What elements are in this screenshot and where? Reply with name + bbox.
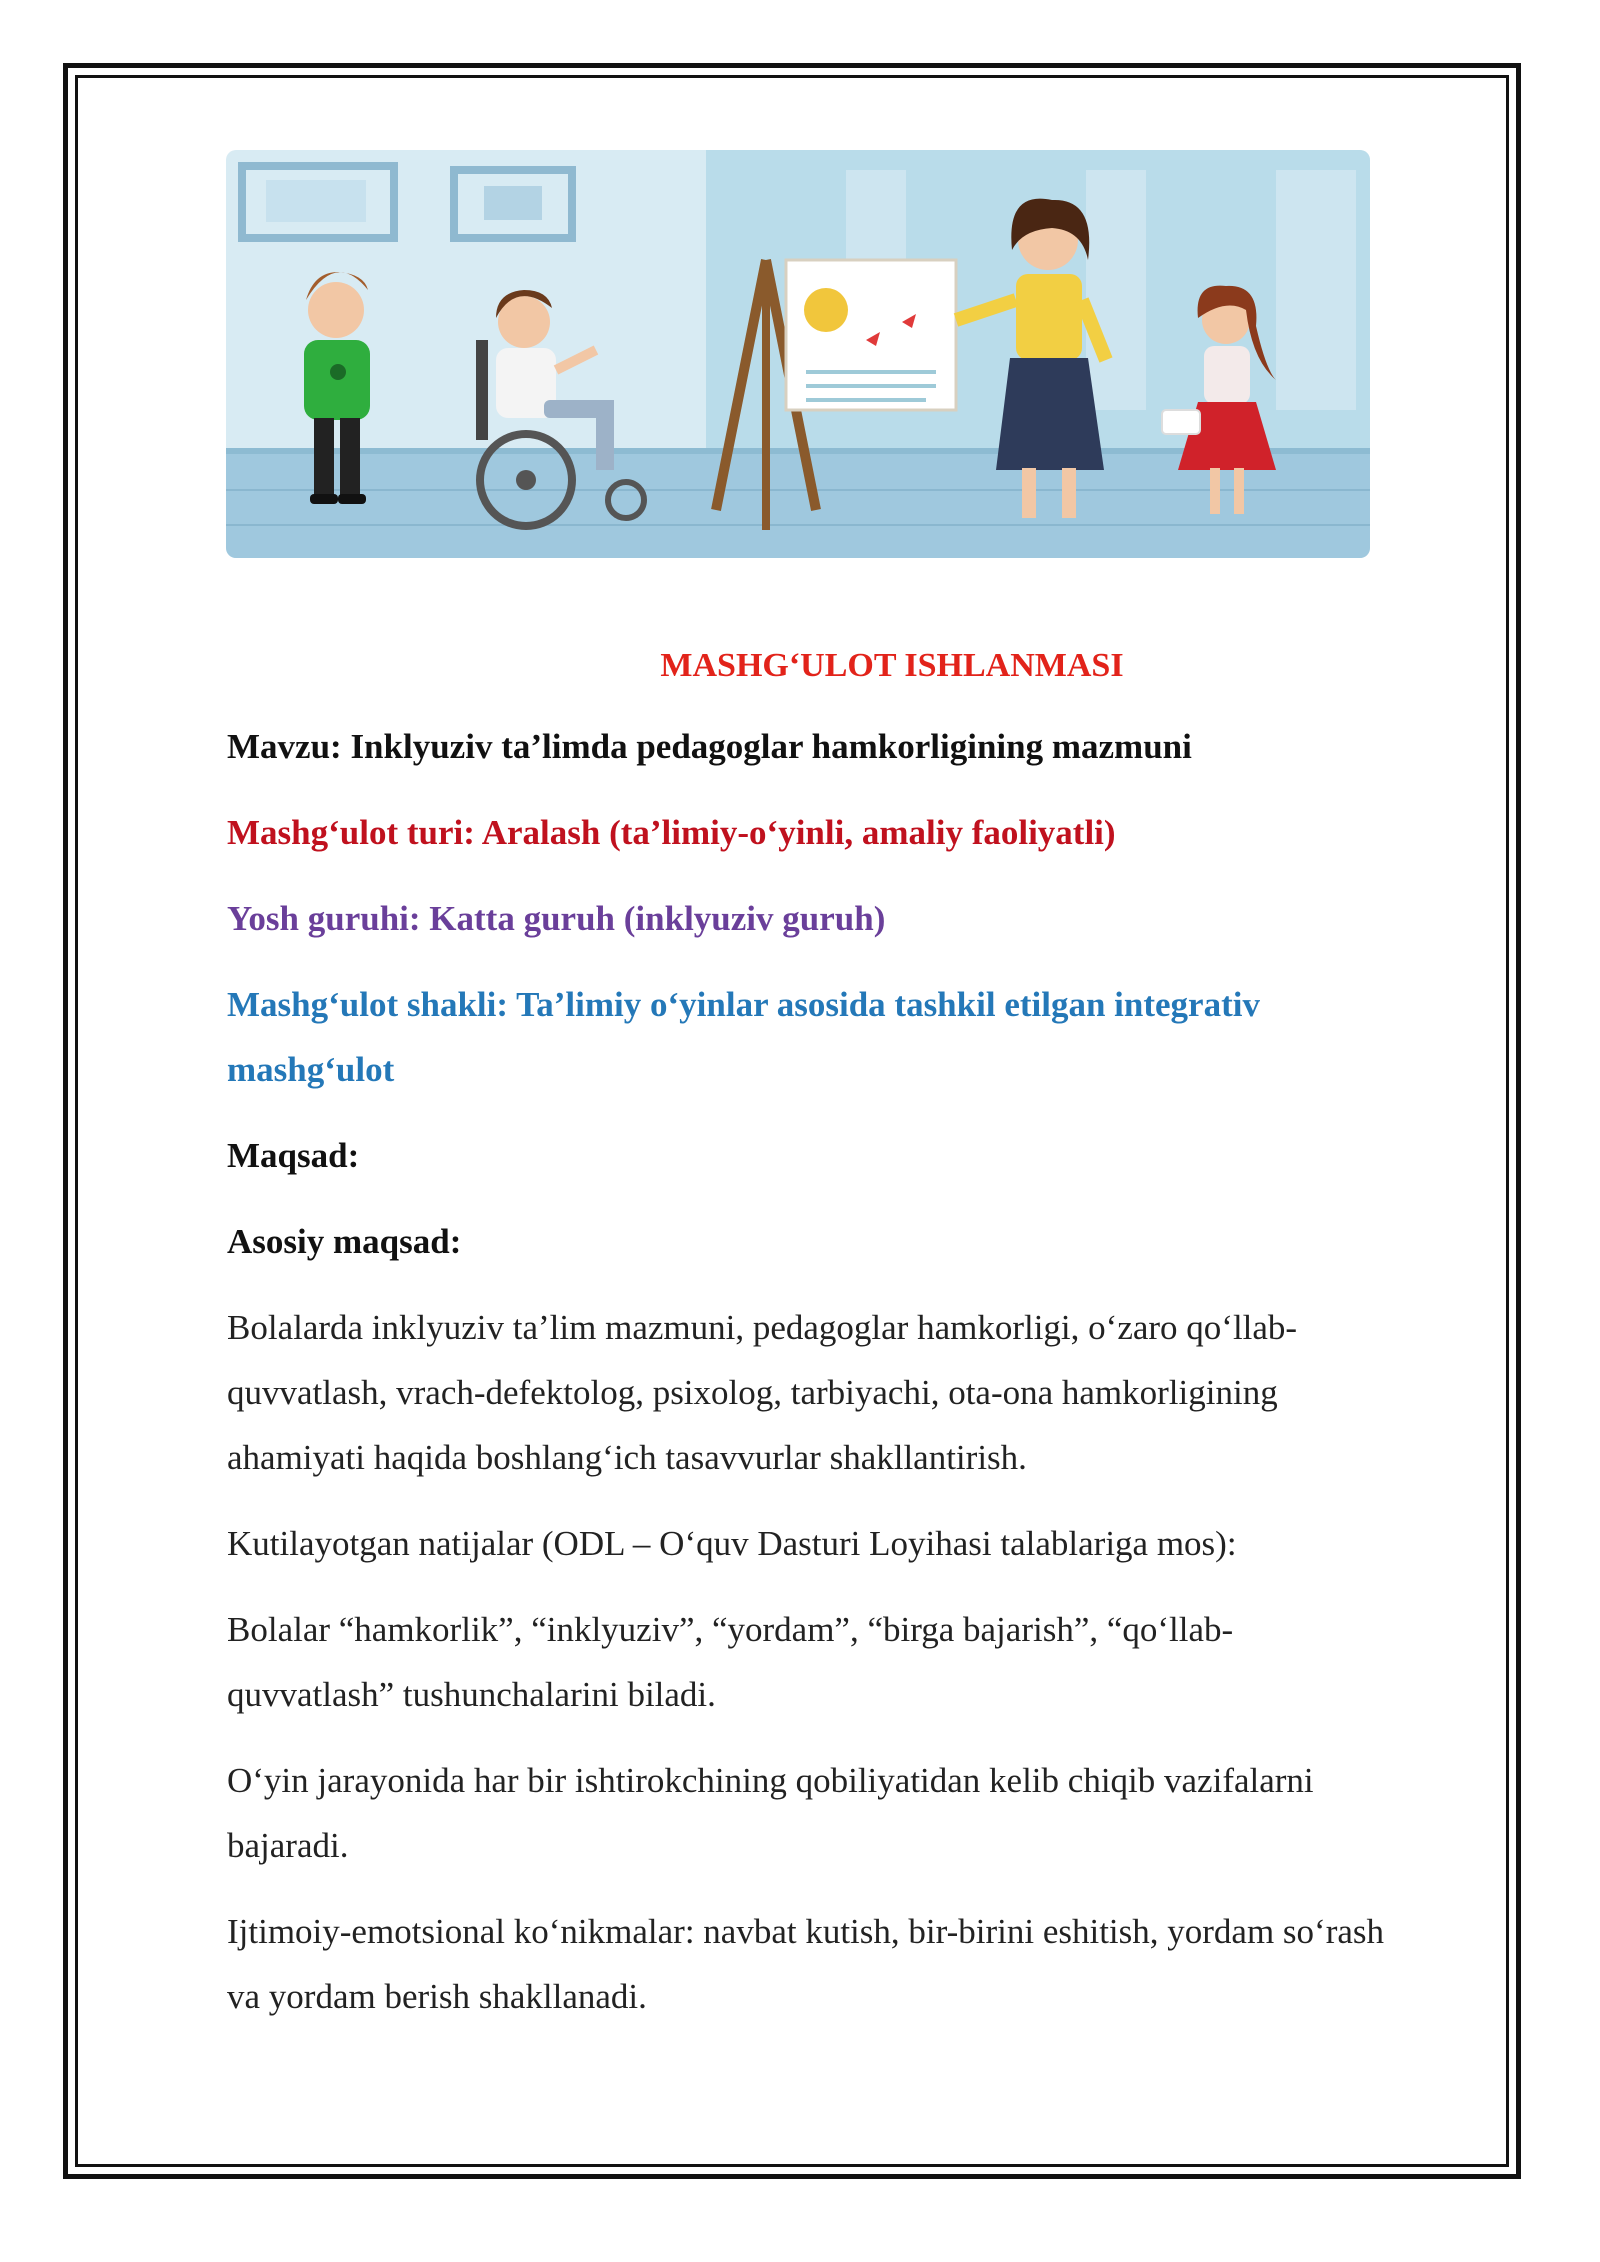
expected-results-line: Kutilayotgan natijalar (ODL – O‘quv Dasturi Loyihasi talablariga mos):: [227, 1524, 1237, 1563]
social-skills-paragraph: [227, 1899, 1487, 2029]
classroom-illustration: [226, 150, 1370, 558]
document-title: MASHG‘ULOT ISHLANMASI: [660, 647, 1124, 684]
lesson-form-line-1: Mashg‘ulot shakli: Ta’limiy o‘yinlar asosida tashkil etilgan integrativ: [227, 985, 1260, 1024]
concepts-paragraph: [227, 1597, 1487, 1727]
lesson-form-block: [227, 972, 1487, 1102]
concepts-line-2: quvvatlash” tushunchalarini biladi.: [227, 1675, 716, 1714]
abilities-paragraph: [227, 1748, 1487, 1878]
concepts-line-1: Bolalar “hamkorlik”, “inklyuziv”, “yordam”, “birga bajarish”, “qo‘llab-: [227, 1610, 1234, 1649]
main-goal-line-1: Bolalarda inklyuziv ta’lim mazmuni, pedagoglar hamkorligi, o‘zaro qo‘llab-: [227, 1308, 1298, 1347]
topic-line: Mavzu: Inklyuziv ta’limda pedagoglar hamkorligining mazmuni: [227, 727, 1192, 766]
lesson-plan-content: [227, 630, 1487, 2029]
main-goal-heading: Asosiy maqsad:: [227, 1222, 462, 1261]
age-group-line: Yosh guruhi: Katta guruh (inklyuziv guruh): [227, 899, 886, 938]
lesson-type-line: Mashg‘ulot turi: Aralash (ta’limiy-o‘yinli, amaliy faoliyatli): [227, 813, 1116, 852]
main-goal-line-2: quvvatlash, vrach-defektolog, psixolog, tarbiyachi, ota-ona hamkorligining: [227, 1373, 1278, 1412]
main-goal-paragraph: [227, 1295, 1487, 1490]
abilities-line-2: bajaradi.: [227, 1826, 349, 1865]
main-goal-line-3: ahamiyati haqida boshlang‘ich tasavvurlar shakllantirish.: [227, 1438, 1027, 1477]
lesson-form-line-2: mashg‘ulot: [227, 1050, 395, 1089]
abilities-line-1: O‘yin jarayonida har bir ishtirokchining qobiliyatidan kelib chiqib vazifalarni: [227, 1761, 1314, 1800]
social-skills-line-2: va yordam berish shakllanadi.: [227, 1977, 647, 2016]
goal-heading: Maqsad:: [227, 1136, 360, 1175]
social-skills-line-1: Ijtimoiy-emotsional ko‘nikmalar: navbat kutish, bir-birini eshitish, yordam so‘rash: [227, 1912, 1385, 1951]
